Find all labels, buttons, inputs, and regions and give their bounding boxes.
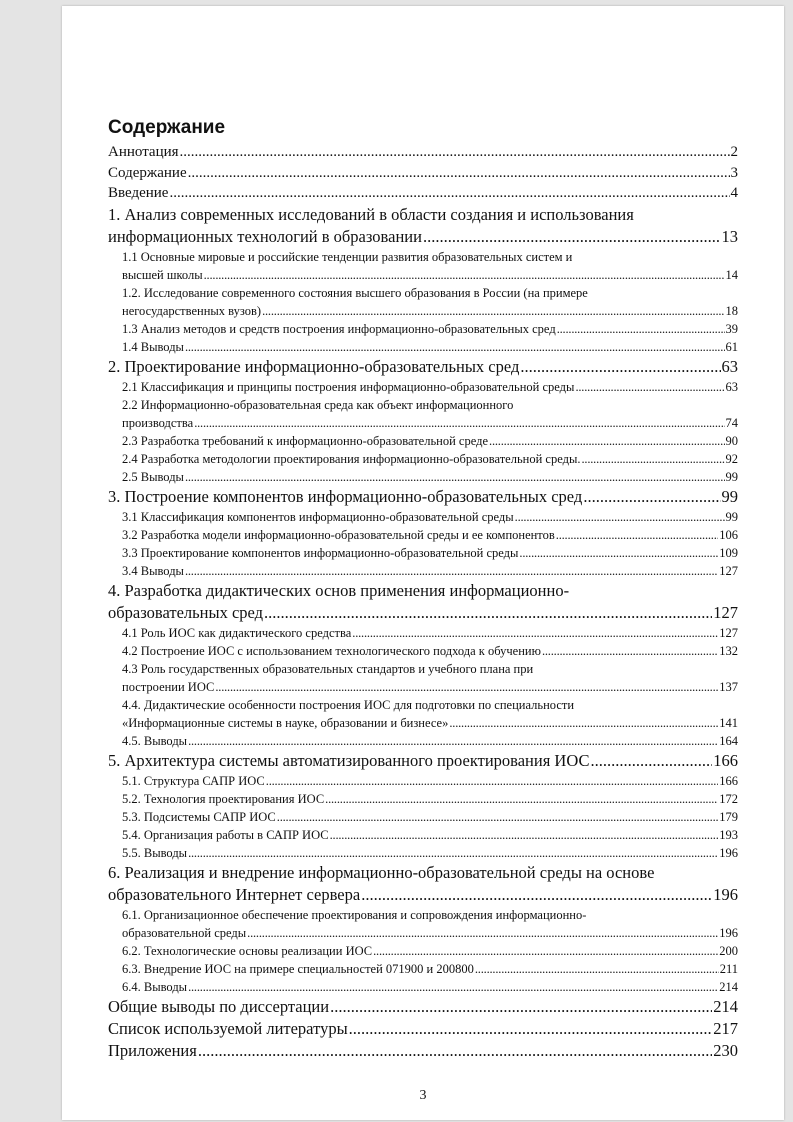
page-title: Содержание (108, 117, 226, 138)
toc-entry-title-line: 4. Разработка дидактических основ применения информационно- (108, 580, 570, 600)
dot-leader (169, 183, 729, 204)
toc-entry-label: 4.1 Роль ИОС как дидактического средства (122, 625, 352, 640)
toc-entry-page: 141 (719, 715, 738, 730)
toc-entry-page: 196 (719, 845, 738, 860)
toc-entry-row (122, 450, 738, 468)
toc-entry (108, 960, 738, 978)
dot-leader (188, 978, 718, 996)
toc-entry (108, 163, 738, 184)
toc-entry-label: построении ИОС (122, 679, 215, 694)
toc-entry-label: Список используемой литературы (108, 1018, 348, 1038)
dot-leader (373, 942, 718, 960)
dot-leader (520, 356, 720, 378)
dot-leader (277, 808, 718, 826)
toc-entry-label: производства (122, 415, 194, 430)
toc-entry-label: 3.1 Классификация компонентов информационно-образовательной среды (122, 509, 514, 524)
dot-leader (515, 508, 725, 526)
toc-entry-row (108, 163, 738, 184)
toc-entry-title-line: 1.1 Основные мировые и российские тенденции развития образовательных систем и (122, 249, 573, 264)
toc-entry-row (122, 432, 738, 450)
dot-leader (423, 226, 721, 248)
toc-entry (108, 486, 738, 508)
dot-leader (185, 338, 725, 356)
toc-entry-page: 99 (725, 509, 738, 524)
toc-entry-title-line: 6. Реализация и внедрение информационно-образовательной среды на основе (108, 862, 655, 882)
toc-entry-page: 63 (725, 379, 738, 394)
toc-entry-label: 5.4. Организация работы в САПР ИОС (122, 827, 329, 842)
toc-entry-label: высшей школы (122, 267, 203, 282)
dot-leader (264, 602, 712, 624)
toc-entry (108, 1040, 738, 1062)
toc-entry-page: 137 (719, 679, 738, 694)
toc-entry-row (122, 714, 738, 732)
page-number: 3 (419, 1088, 427, 1103)
toc-entry-page: 99 (725, 469, 738, 484)
toc-entry (108, 396, 738, 432)
toc-entry-label: Аннотация (108, 144, 179, 160)
toc-entry-page: 3 (730, 164, 738, 181)
dot-leader (581, 450, 724, 468)
dot-leader (194, 414, 724, 432)
toc-entry (108, 790, 738, 808)
toc-entry-page: 127 (713, 602, 738, 622)
toc-entry-label: «Информационные системы в науке, образовании и бизнесе» (122, 715, 449, 730)
dot-leader (557, 320, 725, 338)
toc-entry-page: 99 (721, 486, 738, 506)
toc-entry-label: 3.2 Разработка модели информационно-образовательной среды и ее компонентов (122, 527, 555, 542)
toc-entry-label: 4.2 Построение ИОС с использованием технологического подхода к обучению (122, 643, 541, 658)
toc-entry-page: 4 (730, 185, 738, 201)
toc-entry-label: 2.5 Выводы (122, 469, 184, 484)
toc-entry-label: 3. Построение компонентов информационно-образовательных сред (108, 486, 583, 506)
toc-entry (108, 660, 738, 696)
toc-entry-row (122, 808, 738, 826)
toc-entry-title-line: 6.1. Организационное обеспечение проектирования и сопровождения информационно- (122, 907, 587, 922)
toc-entry-title-line: 4.3 Роль государственных образовательных стандартов и учебного плана при (122, 661, 534, 676)
toc-entry-row (122, 302, 738, 320)
toc-entry-row (108, 226, 738, 248)
toc-entry-label: 5.5. Выводы (122, 845, 188, 860)
document-page (62, 6, 784, 1120)
toc-entry (108, 978, 738, 996)
toc-entry-label: 6.2. Технологические основы реализации ИОС (122, 943, 373, 958)
toc-entry-row (108, 996, 738, 1018)
toc-entry-page: 61 (725, 339, 738, 354)
toc-entry-row (108, 750, 738, 772)
toc-entry-row (122, 320, 738, 338)
toc-entry (108, 356, 738, 378)
table-of-contents (108, 116, 738, 1062)
toc-entry-label: 3.4 Выводы (122, 563, 184, 578)
dot-leader (188, 844, 718, 862)
toc-entry-row (122, 414, 738, 432)
dot-leader (247, 924, 718, 942)
toc-entry (108, 750, 738, 772)
toc-entry (108, 732, 738, 750)
toc-entry-row (108, 884, 738, 906)
dot-leader (352, 624, 718, 642)
toc-entry-label: 6.4. Выводы (122, 979, 188, 994)
toc-entry-row (122, 338, 738, 356)
toc-entry-row (122, 942, 738, 960)
toc-entry (108, 378, 738, 396)
toc-entry-label: 5. Архитектура системы автоматизированного проектирования ИОС (108, 750, 590, 770)
dot-leader (198, 1040, 712, 1062)
toc-entry-row (122, 562, 738, 580)
toc-entry-title-line: 4.4. Дидактические особенности построения ИОС для подготовки по специальности (122, 697, 575, 712)
dot-leader (180, 142, 730, 163)
toc-entry (108, 996, 738, 1018)
dot-leader (204, 266, 725, 284)
toc-entry (108, 942, 738, 960)
toc-entry (108, 450, 738, 468)
toc-entry-page: 166 (713, 750, 738, 770)
toc-entry (108, 432, 738, 450)
dot-leader (215, 678, 718, 696)
toc-entry-row (122, 826, 738, 844)
toc-entry-row (122, 772, 738, 790)
toc-entry (108, 338, 738, 356)
dot-leader (185, 468, 725, 486)
toc-entry (108, 562, 738, 580)
toc-entry-label: 2.3 Разработка требований к информационно-образовательной среде (122, 433, 489, 448)
toc-entry-row (122, 266, 738, 284)
toc-entry (108, 183, 738, 204)
toc-entry-page: 74 (725, 415, 738, 430)
toc-entry-label: образовательной среды (122, 925, 247, 940)
toc-entry-row (122, 624, 738, 642)
toc-entry (108, 642, 738, 660)
toc-entry-label: 1.4 Выводы (122, 339, 184, 354)
toc-entry-page: 109 (719, 545, 738, 560)
toc-entry-label: 3.3 Проектирование компонентов информационно-образовательной среды (122, 545, 519, 560)
toc-entry-label: информационных технологий в образовании (108, 226, 422, 246)
toc-entry-row (122, 924, 738, 942)
dot-leader (556, 526, 718, 544)
dot-leader (590, 750, 712, 772)
toc-entry-row (122, 678, 738, 696)
toc-entry (108, 248, 738, 284)
toc-entry (108, 1018, 738, 1040)
toc-entry-label: 4.5. Выводы (122, 733, 188, 748)
toc-entry (108, 624, 738, 642)
toc-entry-page: 106 (719, 527, 738, 542)
toc-entry-label: негосударственных вузов) (122, 303, 262, 318)
toc-entry (108, 580, 738, 624)
dot-leader (188, 732, 718, 750)
toc-entry-page: 127 (719, 563, 738, 578)
toc-entry-row (122, 960, 738, 978)
dot-leader (188, 163, 730, 184)
toc-entry-row (122, 732, 738, 750)
toc-entry (108, 826, 738, 844)
toc-entry (108, 808, 738, 826)
toc-entry (108, 696, 738, 732)
toc-entry-page: 172 (719, 791, 738, 806)
toc-entry (108, 526, 738, 544)
toc-entry-label: Общие выводы по диссертации (108, 996, 330, 1016)
toc-entry-label: 5.1. Структура САПР ИОС (122, 773, 265, 788)
toc-entry-label: 1.3 Анализ методов и средств построения информационно-образовательных сред (122, 321, 556, 336)
toc-list (108, 142, 738, 1062)
toc-entry-page: 200 (719, 943, 738, 958)
toc-entry (108, 204, 738, 248)
toc-entry (108, 544, 738, 562)
toc-entry (108, 772, 738, 790)
toc-entry-page: 132 (719, 643, 738, 658)
dot-leader (575, 378, 724, 396)
toc-entry-label: образовательных сред (108, 602, 264, 622)
toc-entry-label: образовательного Интернет сервера (108, 884, 361, 904)
toc-entry-page: 63 (721, 356, 738, 376)
toc-entry-row (122, 978, 738, 996)
dot-leader (519, 544, 718, 562)
toc-entry-row (122, 508, 738, 526)
toc-entry-label: Приложения (108, 1040, 197, 1060)
toc-entry-page: 92 (725, 451, 738, 466)
toc-entry-row (122, 526, 738, 544)
dot-leader (325, 790, 718, 808)
toc-entry-page: 166 (719, 773, 738, 788)
dot-leader (266, 772, 718, 790)
toc-entry (108, 906, 738, 942)
toc-entry-row (122, 642, 738, 660)
toc-entry-page: 217 (713, 1018, 738, 1038)
dot-leader (489, 432, 724, 450)
toc-entry (108, 862, 738, 906)
toc-entry-title-line: 2.2 Информационно-образовательная среда как объект информационного (122, 397, 514, 412)
toc-entry-label: 2.4 Разработка методологии проектирования информационно-образовательной среды. (122, 451, 581, 466)
dot-leader (361, 884, 712, 906)
toc-entry-row (122, 468, 738, 486)
toc-entry-page: 214 (719, 979, 738, 994)
toc-entry-row (108, 1018, 738, 1040)
toc-entry-page: 214 (713, 996, 738, 1016)
toc-entry-label: 2.1 Классификация и принципы построения информационно-образовательной среды (122, 379, 575, 394)
dot-leader (330, 996, 712, 1018)
toc-entry-page: 179 (719, 809, 738, 824)
toc-entry-row (108, 356, 738, 378)
toc-entry (108, 844, 738, 862)
toc-entry-page: 196 (713, 884, 738, 904)
dot-leader (449, 714, 718, 732)
toc-entry-label: Введение (108, 185, 169, 201)
toc-entry-title-line: 1. Анализ современных исследований в области создания и использования (108, 204, 634, 224)
toc-entry-page: 211 (719, 961, 738, 976)
toc-entry-row (122, 544, 738, 562)
toc-entry-label: 5.3. Подсистемы САПР ИОС (122, 809, 276, 824)
dot-leader (583, 486, 720, 508)
toc-entry-page: 18 (725, 303, 738, 318)
toc-entry-page: 90 (725, 433, 738, 448)
toc-entry-page: 230 (713, 1040, 738, 1060)
toc-entry-title-line: 1.2. Исследование современного состояния высшего образования в России (на примере (122, 285, 588, 300)
toc-entry (108, 468, 738, 486)
toc-entry-label: Содержание (108, 164, 187, 181)
dot-leader (185, 562, 718, 580)
toc-entry-row (122, 790, 738, 808)
toc-entry (108, 284, 738, 320)
toc-entry-page: 39 (725, 321, 738, 336)
toc-entry-row (108, 1040, 738, 1062)
dot-leader (475, 960, 719, 978)
toc-entry-row (122, 844, 738, 862)
toc-entry-row (108, 142, 738, 163)
toc-entry-page: 14 (725, 267, 738, 282)
toc-entry-page: 127 (719, 625, 738, 640)
toc-entry-page: 196 (719, 925, 738, 940)
toc-entry-page: 164 (719, 733, 738, 748)
toc-entry-label: 6.3. Внедрение ИОС на примере специальностей 071900 и 200800 (122, 961, 474, 976)
toc-entry-page: 193 (719, 827, 738, 842)
dot-leader (349, 1018, 713, 1040)
dot-leader (262, 302, 724, 320)
toc-entry-label: 2. Проектирование информационно-образовательных сред (108, 356, 520, 376)
toc-entry-label: 5.2. Технология проектирования ИОС (122, 791, 325, 806)
toc-entry-row (108, 602, 738, 624)
toc-entry-row (122, 378, 738, 396)
toc-entry-page: 13 (721, 226, 738, 246)
toc-entry (108, 320, 738, 338)
toc-entry (108, 142, 738, 163)
toc-entry-row (108, 486, 738, 508)
toc-entry-row (108, 183, 738, 204)
dot-leader (542, 642, 718, 660)
toc-entry (108, 508, 738, 526)
toc-entry-page: 2 (730, 144, 738, 160)
dot-leader (330, 826, 719, 844)
